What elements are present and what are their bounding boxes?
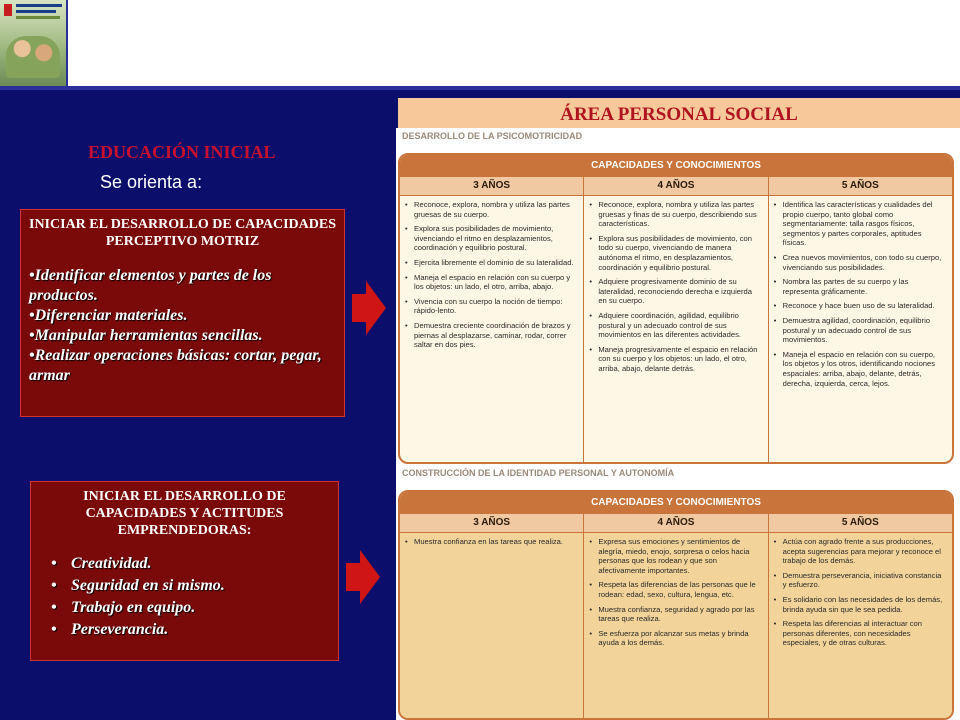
- list-item: • Muestra confianza, seguridad y agrado por las tareas que realiza.: [598, 605, 761, 624]
- column-header: 3 AÑOS: [400, 177, 584, 195]
- section-title: DESARROLLO DE LA PSICOMOTRICIDAD: [402, 131, 583, 141]
- column-4-years: [584, 196, 768, 463]
- list-item: • Trabajo en equipo.: [51, 599, 196, 616]
- column-header: 4 AÑOS: [584, 514, 768, 532]
- list-item: • Maneja el espacio en relación con su cuerpo y los objetos: un lado, el otro, arriba, abajo.: [414, 273, 577, 292]
- list-item: • Muestra confianza en las tareas que realiza.: [414, 537, 577, 547]
- capacities-table: [398, 490, 954, 720]
- list-item: • Actúa con agrado frente a sus producciones, acepta sugerencias para mejorar y reconoce el trabajo de los demás.: [783, 537, 946, 566]
- list-item: • Maneja progresivamente el espacio en relación con su cuerpo y los objetos: un lado, el otro, arriba, abajo, delante detrás.: [598, 345, 761, 374]
- column-header: 4 AÑOS: [584, 177, 768, 195]
- top-banner: [0, 0, 960, 90]
- arrow-right-icon: [346, 550, 378, 604]
- list-item: • Vivencia con su cuerpo la noción de tiempo: rápido-lento.: [414, 297, 577, 316]
- arrow-right-icon: [352, 281, 384, 335]
- perceptive-motor-heading: INICIAR EL DESARROLLO DE CAPACIDADES PERCEPTIVO MOTRIZ: [29, 217, 337, 249]
- column-3-years: [400, 196, 584, 463]
- list-item: • Adquiere progresivamente dominio de su lateralidad, reconociendo derecha e izquierda en su cuerpo.: [598, 277, 761, 306]
- column-4-years: [584, 533, 768, 719]
- list-item: •Manipular herramientas sencillas.: [29, 327, 263, 344]
- capacities-table: [398, 153, 954, 464]
- column-header: 5 AÑOS: [841, 517, 879, 528]
- list-item: • Respeta las diferencias al interactuar con personas diferentes, con necesidades especiales, y de otras culturas.: [783, 619, 946, 648]
- identity-panel: [396, 465, 960, 720]
- list-item: • Explora sus posibilidades de movimiento, con todo su cuerpo, vivenciando de manera autónoma el ritmo, en desplazamientos, coordinación y equilibrio postural.: [598, 234, 761, 272]
- list-item: • Reconoce, explora, nombra y utiliza las partes gruesas de su cuerpo.: [414, 200, 577, 219]
- list-item: • Explora sus posibilidades de movimiento, vivenciando el ritmo en desplazamientos, coordinación y equilibrio postural.: [414, 224, 577, 253]
- list-item: • Es solidario con las necesidades de los demás, brinda ayuda sin que le sea pedida.: [783, 595, 946, 614]
- list-item: • Seguridad en si mismo.: [51, 577, 225, 594]
- orientation-subtitle: Se orienta a:: [100, 172, 203, 192]
- column-5-years: [769, 533, 952, 719]
- list-item: •Realizar operaciones básicas: cortar, pegar, armar: [29, 347, 322, 384]
- list-item: • Maneja el espacio en relación con su cuerpo, los objetos y los otros, identificando nociones espaciales: arriba, abajo, delante, detrás, derecha, izquierda, cerca, lejos.: [783, 350, 946, 388]
- list-item: • Reconoce y hace buen uso de su lateralidad.: [783, 301, 946, 311]
- list-item: • Expresa sus emociones y sentimientos de alegría, miedo, enojo, sorpresa o celos hacia personas que los rodean y que son afectivamente importantes.: [598, 537, 761, 575]
- perceptive-motor-box: [20, 209, 345, 417]
- list-item: • Creatividad.: [51, 555, 152, 572]
- entrepreneurial-box: [30, 481, 339, 661]
- list-item: • Ejercita libremente el dominio de su lateralidad.: [414, 258, 577, 268]
- entrepreneurial-heading: INICIAR EL DESARROLLO DE CAPACIDADES Y ACTITUDES EMPRENDEDORAS:: [83, 489, 286, 538]
- ministerio-educacion-logo: [0, 0, 66, 86]
- list-item: •Diferenciar materiales.: [29, 307, 188, 324]
- list-item: • Se esfuerza por alcanzar sus metas y brinda ayuda a los demás.: [598, 629, 761, 648]
- list-item: • Perseverancia.: [51, 621, 169, 638]
- table-caption: CAPACIDADES Y CONOCIMIENTOS: [400, 492, 952, 514]
- list-item: • Demuestra agilidad, coordinación, equilibrio postural y un adecuado control de sus movimientos.: [783, 316, 946, 345]
- column-header: 5 AÑOS: [841, 180, 879, 191]
- list-item: • Reconoce, explora, nombra y utiliza las partes gruesas y finas de su cuerpo, describiendo sus características.: [598, 200, 761, 229]
- list-item: • Adquiere coordinación, agilidad, equilibrio postural y un adecuado control de sus movimientos en las diferentes actividades.: [598, 311, 761, 340]
- list-item: •Identificar elementos y partes de los productos.: [29, 267, 272, 304]
- column-header: 3 AÑOS: [400, 514, 584, 532]
- education-level-title: EDUCACIÓN INICIAL: [88, 142, 276, 162]
- list-item: • Crea nuevos movimientos, con todo su cuerpo, vivenciando sus posibilidades.: [783, 253, 946, 272]
- list-item: • Demuestra perseverancia, iniciativa constancia y esfuerzo.: [783, 571, 946, 590]
- section-title: CONSTRUCCIÓN DE LA IDENTIDAD PERSONAL Y AUTONOMÍA: [402, 468, 675, 478]
- column-5-years: [769, 196, 952, 463]
- area-title: ÁREA PERSONAL SOCIAL: [398, 98, 960, 128]
- list-item: • Demuestra creciente coordinación de brazos y piernas al desplazarse, caminar, rodar, correr saltar en dos pies.: [414, 321, 577, 350]
- table-caption: CAPACIDADES Y CONOCIMIENTOS: [400, 155, 952, 177]
- list-item: • Nombra las partes de su cuerpo y las representa gráficamente.: [783, 277, 946, 296]
- psychomotor-panel: [396, 128, 960, 465]
- list-item: • Identifica las características y cualidades del propio cuerpo, tanto global como segmentariamente: talla rasgos físicos, segmentos y partes corporales, aptitudes físicas.: [783, 200, 946, 248]
- column-3-years: [400, 533, 584, 719]
- list-item: • Respeta las diferencias de las personas que le rodean: edad, sexo, cultura, lengua, etc.: [598, 580, 761, 599]
